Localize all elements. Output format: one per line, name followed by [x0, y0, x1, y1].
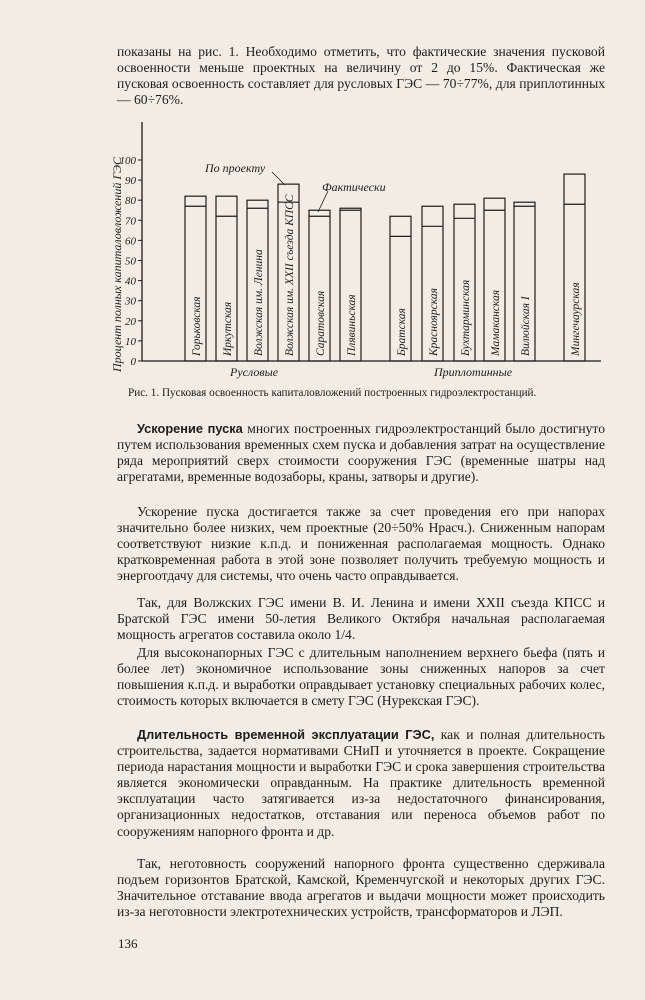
- paragraph-speedup: [117, 421, 605, 485]
- page-number: 136: [118, 936, 138, 951]
- group-label-runofriver: Русловые: [230, 365, 279, 379]
- paragraph-volga-example: Так, для Волжских ГЭС имени В. И. Ленина и имени XXII съезда КПСС и Братской ГЭС имени 50-летия Великого Октября начальная располагаемая мощность агрегатов составила около 1/4.: [117, 595, 605, 643]
- paragraph-speedup-text: многих построенных гидроэлектростанций было достигнуто путем использования временных схем пуска и добавления затрат на осуществление ряда мероприятий сверх стоимости сооружения ГЭС (временные шатры над агрегатами, временные водозаборы, краны, затворы и другие).: [117, 421, 605, 485]
- y-tick-label: 10: [125, 335, 136, 348]
- y-tick-label: 50: [125, 255, 136, 268]
- paragraph-speedup-lead: Ускорение пуска: [137, 421, 243, 436]
- figure-caption: Рис. 1. Пусковая освоенность капиталовложений построенных гидроэлектростанций.: [128, 387, 537, 399]
- group-label-dam: Приплотинные: [434, 365, 513, 379]
- y-tick-label: 90: [125, 175, 136, 188]
- y-tick-label: 40: [125, 275, 136, 288]
- category-label: Волжская им. Ленина: [253, 249, 265, 356]
- paragraph-duration-text: как и полная длительность строительства, задается нормативами СНиП и уточняется в проекте. Сокращение периода нарастания мощности и выработки ГЭС и срока завершения строительства является экономически оправданным. На практике длительность временной эксплуатации часто затягивается из-за недостаточного финансирования, организационных недостатков, отставания или переноса объемов работ по сооружениям напорного фронта и др.: [117, 727, 605, 839]
- category-label: Мингечаурская: [570, 282, 582, 356]
- category-label: Волжская им. XXII съезда КПСС: [284, 194, 296, 356]
- y-tick-label: 0: [130, 356, 136, 368]
- category-label: Плявиньская: [346, 294, 358, 356]
- paragraph-duration: [117, 727, 605, 840]
- category-label: Иркутская: [222, 301, 234, 356]
- category-label: Красноярская: [428, 288, 440, 356]
- paragraph-delays: Так, неготовность сооружений напорного фронта существенно сдерживала подъем горизонтов Братской, Камской, Кременчугской и некоторых других ГЭС. Значительное отставание ввода агрегатов и выдачи мощности может происходить из-за неготовности электротехнических устройств, трансформаторов и ЛЭП.: [117, 856, 605, 920]
- annotation-actual: Фактически: [322, 180, 386, 194]
- paragraph-high-head: Для высоконапорных ГЭС с длительным наполнением верхнего бьефа (пять и более лет) экономичное использование зоны сниженных напоров за счет повышения к.п.д. и выработки оправдывает установку специальных рабочих колес, стоимость которых включается в смету ГЭС (Нурекская ГЭС).: [117, 645, 605, 709]
- paragraph-low-head: Ускорение пуска достигается также за счет проведения его при напорах значительно более низких, чем проектные (20÷50% Hрасч.). Сниженным напорам соответствуют низкие к.п.д. и пониженная располагаемая мощность. Однако кратковременная работа в этой зоне позволяет получить требуемую мощность и энергоотдачу для системы, что очень часто оправдывается.: [117, 504, 605, 584]
- category-label: Братская: [396, 308, 408, 356]
- category-label: Бухтарминская: [460, 279, 472, 356]
- y-tick-label: 20: [125, 315, 136, 328]
- y-tick-label: 60: [125, 235, 136, 248]
- actual-leader-line: [318, 191, 328, 212]
- category-label: Мамаканская: [490, 289, 502, 356]
- y-tick-label: 80: [125, 195, 136, 208]
- annotation-projected: По проекту: [205, 161, 266, 175]
- y-tick-label: 30: [125, 295, 136, 308]
- category-label: Вилюйская I: [520, 296, 532, 356]
- y-tick-label: 100: [119, 155, 136, 167]
- intro-paragraph: показаны на рис. 1. Необходимо отметить, что фактические значения пусковой освоенности меньше проектных на величину от 2 до 15%. Фактическая же пусковая освоенность составляет для русловых ГЭС — 70÷77%, для приплотинных — 60÷76%.: [117, 44, 605, 108]
- y-axis-label: Процент полных капиталовложений ГЭС: [110, 156, 124, 372]
- category-label: Саратовская: [315, 290, 327, 356]
- y-tick-label: 70: [125, 215, 136, 228]
- paragraph-duration-lead: Длительность временной эксплуатации ГЭС,: [137, 727, 435, 742]
- projected-leader-line: [272, 172, 285, 185]
- category-label: Горьковская: [191, 296, 203, 356]
- bar-chart: [0, 0, 645, 385]
